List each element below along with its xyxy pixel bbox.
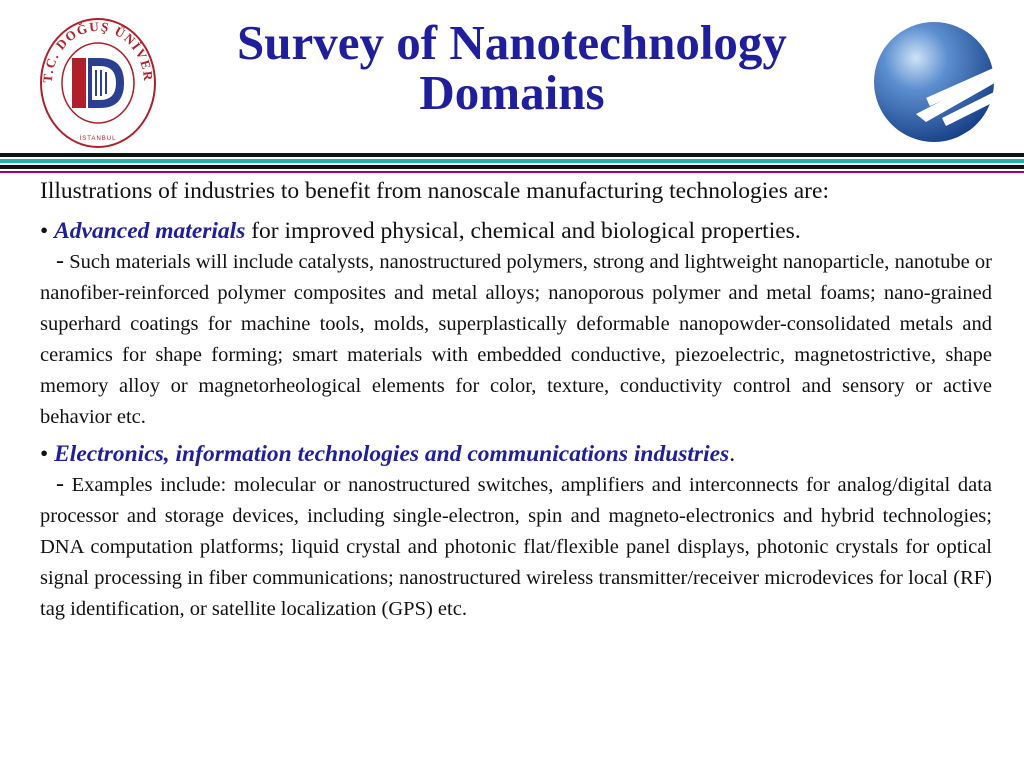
sphere-logo xyxy=(870,18,1000,148)
detail-text: Such materials will include catalysts, nanostructured polymers, strong and lightweight nanoparticle, nanotube or nanofiber-reinforced polymer composites and metal alloys; nanoporous polymer and metal foams; nano-grained superhard coatings for machine tools, molds, superplastically deformable nanopowder-consolidated metals and ceramics for shape forming; smart materials with embedded conductive, piezoelectric, magnetostrictive, shape memory alloy or magnetorheological elements for color, texture, conductivity control and sensory or active behavior etc. xyxy=(40,251,992,428)
bullet-marker: • xyxy=(40,218,49,244)
intro-text: Illustrations of industries to benefit from nanoscale manufacturing technologies are: xyxy=(40,178,829,204)
bullet-highlight: Advanced materials xyxy=(54,218,246,244)
seal-ring-text: T.C. DOĞUŞ ÜNİVER xyxy=(39,18,157,84)
slide-title xyxy=(150,15,874,120)
slide-title-line-2: Domains xyxy=(419,65,605,120)
bullet-electronics xyxy=(40,439,992,469)
bullet-marker: • xyxy=(40,441,49,467)
header-rule-magenta xyxy=(0,171,1024,173)
header-rule-black-top xyxy=(0,153,1024,157)
bullet-detail-advanced-materials xyxy=(40,246,992,433)
slide-body xyxy=(40,176,992,631)
seal-bottom-text: İSTANBUL xyxy=(79,136,117,142)
bullet-text: . xyxy=(729,441,736,467)
header-rule-black-bottom xyxy=(0,165,1024,169)
bullet-advanced-materials xyxy=(40,216,992,246)
slide-title-line-1: Survey of Nanotechnology xyxy=(237,15,787,70)
dash-marker: - xyxy=(56,471,64,497)
bullet-text: for improved physical, chemical and biological properties. xyxy=(245,218,801,244)
dash-marker: - xyxy=(56,248,64,274)
bullet-detail-electronics xyxy=(40,469,992,625)
detail-text: Examples include: molecular or nanostructured switches, amplifiers and interconnects for analog/digital data processor and storage devices, including single-electron, spin and magneto-electronics and hybrid technologies; DNA computation platforms; liquid crystal and photonic flat/flexible panel displays, photonic crystals for optical signal processing in fiber communications; nanostructured wireless transmitter/receiver microdevices for local (RF) tag identification, or satellite localization (GPS) etc. xyxy=(40,474,993,620)
university-seal-logo xyxy=(38,16,158,150)
sphere-logo-icon xyxy=(870,18,1000,148)
university-seal-icon xyxy=(38,16,158,150)
header-rule-teal xyxy=(0,159,1024,163)
bullet-highlight: Electronics, information technologies and communications industries xyxy=(54,441,730,467)
